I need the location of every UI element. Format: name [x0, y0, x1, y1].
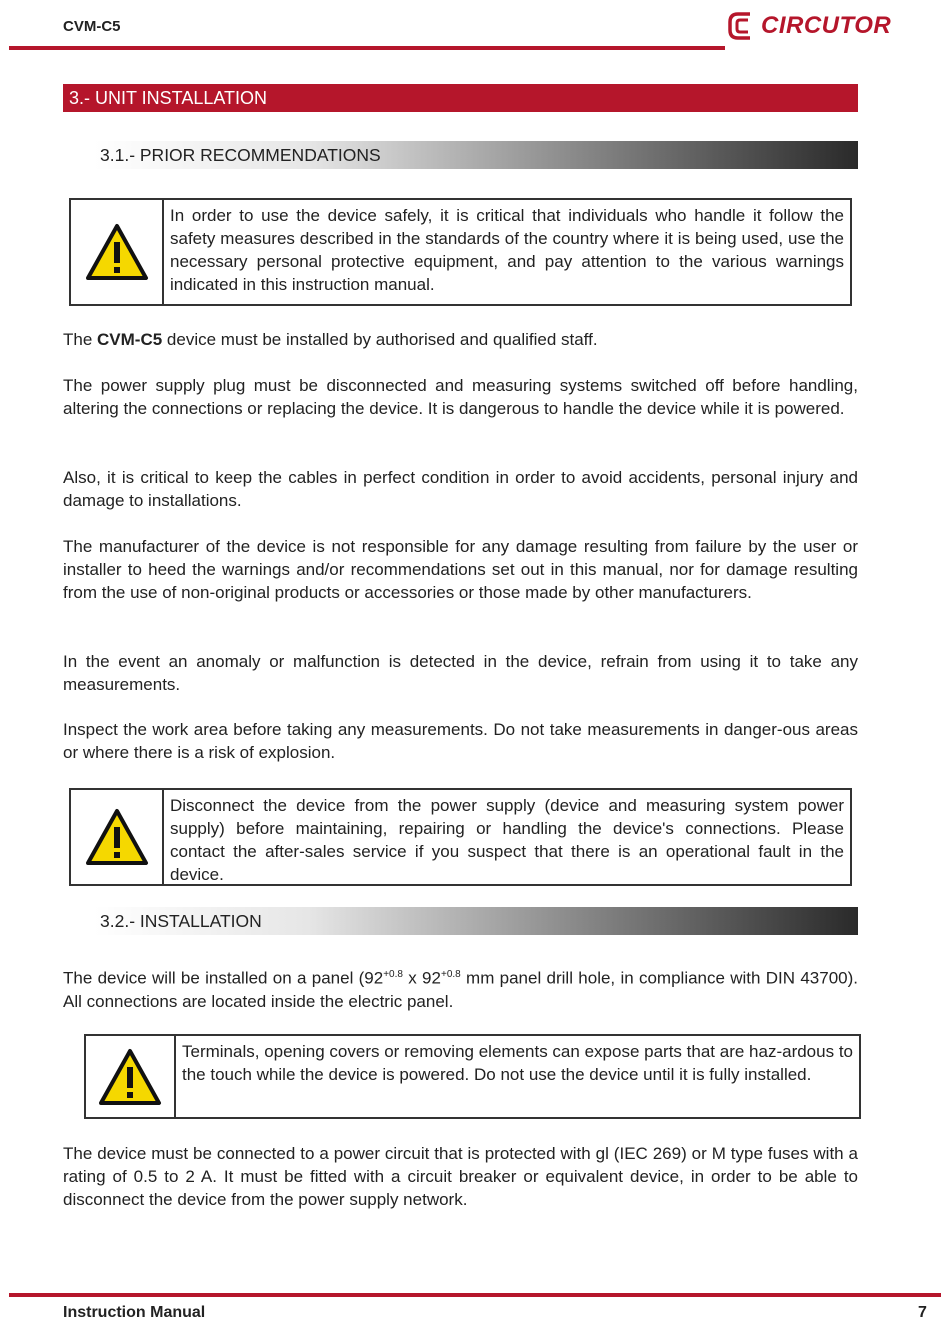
device-name: CVM-C5 — [97, 330, 163, 349]
section-title: 3.- UNIT INSTALLATION — [63, 84, 858, 112]
document-model: CVM-C5 — [63, 18, 121, 35]
warning-triangle-icon — [98, 1048, 162, 1106]
paragraph-inspect: Inspect the work area before taking any measurements. Do not take measurements in danger-ous areas or where there is a risk of explosion. — [63, 720, 858, 762]
tolerance-sup: +0.8 — [383, 969, 403, 980]
panel-text-c: mm panel drill hole, in compliance with DIN 43700). All connections are located inside the electric panel. — [63, 968, 859, 1011]
paragraph-installer-post: device must be installed by authorised and qualified staff. — [162, 330, 598, 349]
footer-label: Instruction Manual — [63, 1304, 206, 1321]
tolerance-sup: +0.8 — [440, 969, 461, 980]
paragraph-circuit-protection: The device must be connected to a power circuit that is protected with gl (IEC 269) or M type fuses with a rating of 0.5 to 2 A. It must be fitted with a circuit breaker or equivalent device, in order to be able to disconnect the device from the power supply network. — [63, 1144, 858, 1209]
paragraph-installer-pre: The — [63, 330, 98, 349]
paragraph-installer — [63, 328, 858, 351]
panel-text-a: The device will be installed on a panel (92 — [63, 968, 384, 988]
brand-name: CIRCUTOR — [761, 12, 892, 39]
paragraph-manufacturer: The manufacturer of the device is not responsible for any damage resulting from failure by the user or installer to heed the warnings and/or recommendations set out in this manual, nor for damage resulting from the use of non-original products or accessories or those made by other manufacturers. — [63, 537, 858, 602]
footer-rule — [9, 1293, 941, 1297]
circutor-logo-icon — [727, 10, 757, 42]
warning-box-disconnect — [69, 788, 852, 886]
panel-text-b: x 92 — [402, 968, 441, 988]
brand-logo — [727, 8, 903, 44]
paragraph-power-supply: The power supply plug must be disconnected and measuring systems switched off before handling, altering the connections or replacing the device. It is dangerous to handle the device while it is powered. — [63, 376, 858, 418]
warning-box-terminals — [84, 1034, 861, 1119]
paragraph-panel — [63, 963, 858, 1013]
warning-text: Terminals, opening covers or removing elements can expose parts that are haz-ardous to the touch while the device is powered. Do not use the device until it is fully installed. — [182, 1042, 853, 1084]
page-number: 7 — [918, 1304, 927, 1321]
warning-triangle-icon — [85, 808, 149, 866]
warning-triangle-icon — [85, 223, 149, 281]
warning-icon-cell — [86, 1036, 176, 1117]
header-rule — [9, 46, 725, 50]
warning-text: Disconnect the device from the power supply (device and measuring system power supply) before maintaining, repairing or handling the device's connections. Please contact the after-sales service if you suspect that there is an operational fault in the device. — [170, 796, 844, 884]
paragraph-anomaly: In the event an anomaly or malfunction is detected in the device, refrain from using it to take any measurements. — [63, 652, 858, 694]
warning-box-safety — [69, 198, 852, 306]
subsection-title-installation: 3.2.- INSTALLATION — [94, 907, 858, 935]
warning-icon-cell — [71, 790, 164, 884]
paragraph-cables: Also, it is critical to keep the cables in perfect condition in order to avoid accidents, personal injury and damage to installations. — [63, 468, 858, 510]
warning-text: In order to use the device safely, it is critical that individuals who handle it follow the safety measures described in the standards of the country where it is being used, use the necessary personal protective equipment, and pay attention to the various warnings indicated in this instruction manual. — [170, 206, 844, 294]
subsection-title-prior-recommendations: 3.1.- PRIOR RECOMMENDATIONS — [94, 141, 858, 169]
warning-icon-cell — [71, 200, 164, 304]
